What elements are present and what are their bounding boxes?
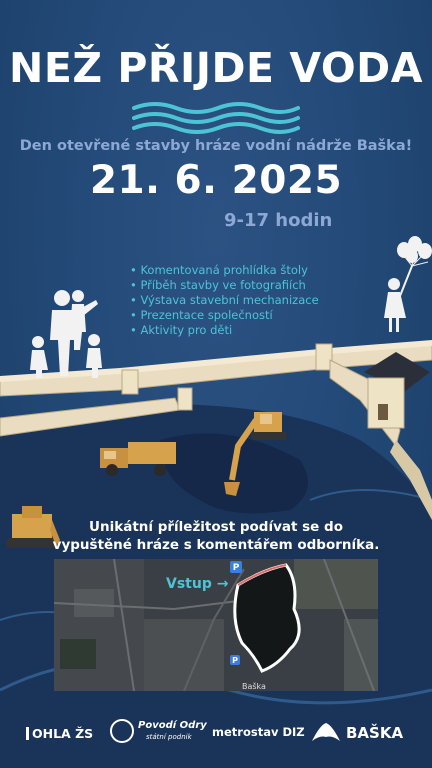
list-item: • Příběh stavby ve fotografiích — [130, 278, 319, 293]
baska-leaf-icon — [310, 721, 342, 745]
cta-line-2: vypuštěné hráze s komentářem odborníka. — [52, 537, 380, 553]
tower-door — [378, 404, 388, 420]
metrostav-logo: metrostav DIZ — [212, 725, 305, 739]
poster-subtitle: Den otevřené stavby hráze vodní nádrže Baška! — [19, 138, 413, 154]
map-place-label: Baška — [242, 682, 266, 691]
list-item: • Aktivity pro děti — [130, 323, 319, 338]
parking-marker: P — [232, 563, 240, 573]
poster-title: NEŽ PŘIJDE VODA — [9, 44, 423, 92]
partner-logos: OHLA ŽS Povodí Odry státní podnik metrostav DIZ BAŠKA — [0, 712, 432, 752]
girl-with-balloons — [384, 236, 432, 332]
aerial-map — [54, 559, 378, 691]
tower-body — [368, 378, 404, 428]
wall-pillar-1 — [122, 370, 138, 394]
list-item: • Prezentace společností — [130, 308, 319, 323]
ohla-mark-icon — [26, 727, 29, 740]
activities-list — [130, 263, 319, 338]
wall-pillar-3 — [178, 388, 192, 410]
ohla-logo: OHLA ŽS — [26, 726, 93, 741]
list-item: • Výstava stavební mechanizace — [130, 293, 319, 308]
call-to-action — [0, 518, 432, 554]
list-item: • Komentovaná prohlídka štoly — [130, 263, 319, 278]
event-hours: 9-17 hodin — [224, 210, 333, 231]
waves-icon — [132, 100, 300, 134]
entrance-label: Vstup → — [166, 576, 229, 592]
arrow-right-icon: → — [216, 576, 229, 592]
parking-marker: P — [232, 656, 238, 665]
povodi-circle-icon — [110, 719, 134, 743]
cta-line-1: Unikátní příležitost podívat se do — [89, 519, 343, 535]
family-silhouette — [30, 290, 102, 378]
event-date: 21. 6. 2025 — [89, 158, 343, 203]
